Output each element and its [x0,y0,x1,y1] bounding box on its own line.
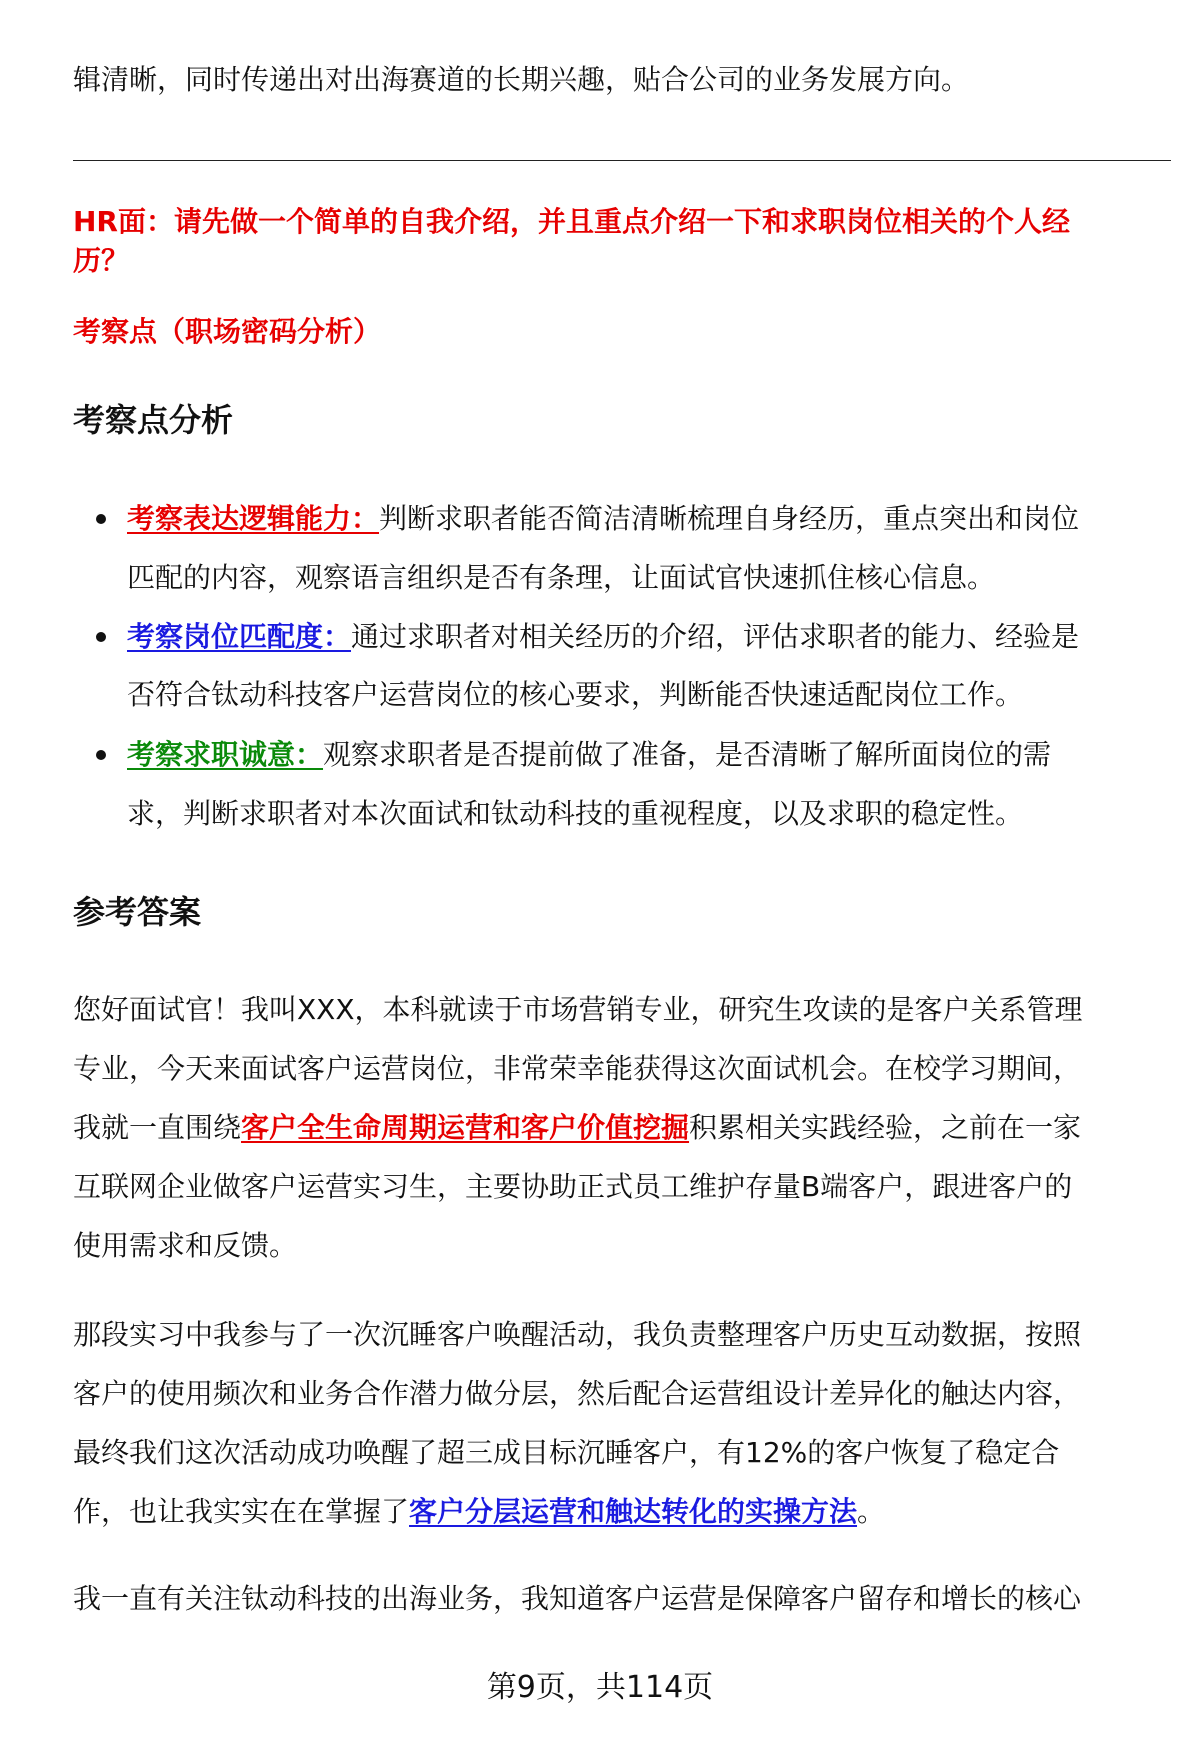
bullet-text: 判断求职者能否简洁清晰梳理自身经历，重点突出和岗位 [379,502,1080,535]
page-number: 第9页，共114页 [486,1670,714,1705]
paragraph-text: 互联网企业做客户运营实习生，主要协助正式员工维护存量B端客户，跟进客户的 [73,1170,1073,1203]
paragraph-text: 您好面试官！我叫XXX，本科就读于市场营销专业，研究生攻读的是客户关系管理 [73,993,1083,1026]
text: 。 [857,1495,886,1528]
bullet-label: 考察岗位匹配度： [127,620,352,653]
highlight-blue: 客户分层运营和触达转化的实操方法 [409,1495,858,1528]
paragraph-text: 那段实习中我参与了一次沉睡客户唤醒活动，我负责整理客户历史互动数据，按照 [73,1318,1082,1351]
bullet-text: 通过求职者对相关经历的介绍，评估求职者的能力、经验是 [351,620,1080,653]
paragraph-text: 使用需求和反馈。 [73,1229,298,1262]
paragraph-text [73,1110,1081,1146]
section-title-analysis: 考察点分析 [73,401,234,439]
bullet-item [127,737,1051,773]
highlight-red: 客户全生命周期运营和客户价值挖掘 [241,1111,690,1144]
bullet-label: 考察求职诚意： [127,738,324,771]
bullet-item [127,619,1079,655]
bullet-icon [96,750,106,760]
text: 作，也让我实实在在掌握了 [73,1495,410,1528]
paragraph-text: 客户的使用频次和业务合作潜力做分层，然后配合运营组设计差异化的触达内容， [73,1377,1082,1410]
bullet-text-cont: 匹配的内容，观察语言组织是否有条理，让面试官快速抓住核心信息。 [127,561,996,594]
divider [73,160,1171,161]
section-title-answer: 参考答案 [73,893,202,931]
question-heading: HR面：请先做一个简单的自我介绍，并且重点介绍一下和求职岗位相关的个人经 [73,205,1070,238]
question-heading-cont: 历？ [73,244,130,277]
bullet-text: 观察求职者是否提前做了准备，是否清晰了解所面岗位的需 [323,738,1052,771]
bullet-icon [96,514,106,524]
bullet-label: 考察表达逻辑能力： [127,502,380,535]
bullet-icon [96,632,106,642]
bullet-text-cont: 求，判断求职者对本次面试和钛动科技的重视程度，以及求职的稳定性。 [127,797,1024,830]
paragraph-text: 最终我们这次活动成功唤醒了超三成目标沉睡客户，有12%的客户恢复了稳定合 [73,1436,1060,1469]
paragraph-text: 专业，今天来面试客户运营岗位，非常荣幸能获得这次面试机会。在校学习期间， [73,1052,1082,1085]
text: 我就一直围绕 [73,1111,242,1144]
text: 积累相关实践经验，之前在一家 [689,1111,1082,1144]
paragraph-text: 我一直有关注钛动科技的出海业务，我知道客户运营是保障客户留存和增长的核心 [73,1582,1082,1615]
paragraph-text [73,1494,885,1530]
paragraph-text: 辑清晰，同时传递出对出海赛道的长期兴趣，贴合公司的业务发展方向。 [73,63,970,96]
subheading: 考察点（职场密码分析） [73,315,382,348]
bullet-item [127,501,1079,537]
bullet-text-cont: 否符合钛动科技客户运营岗位的核心要求，判断能否快速适配岗位工作。 [127,678,1024,711]
